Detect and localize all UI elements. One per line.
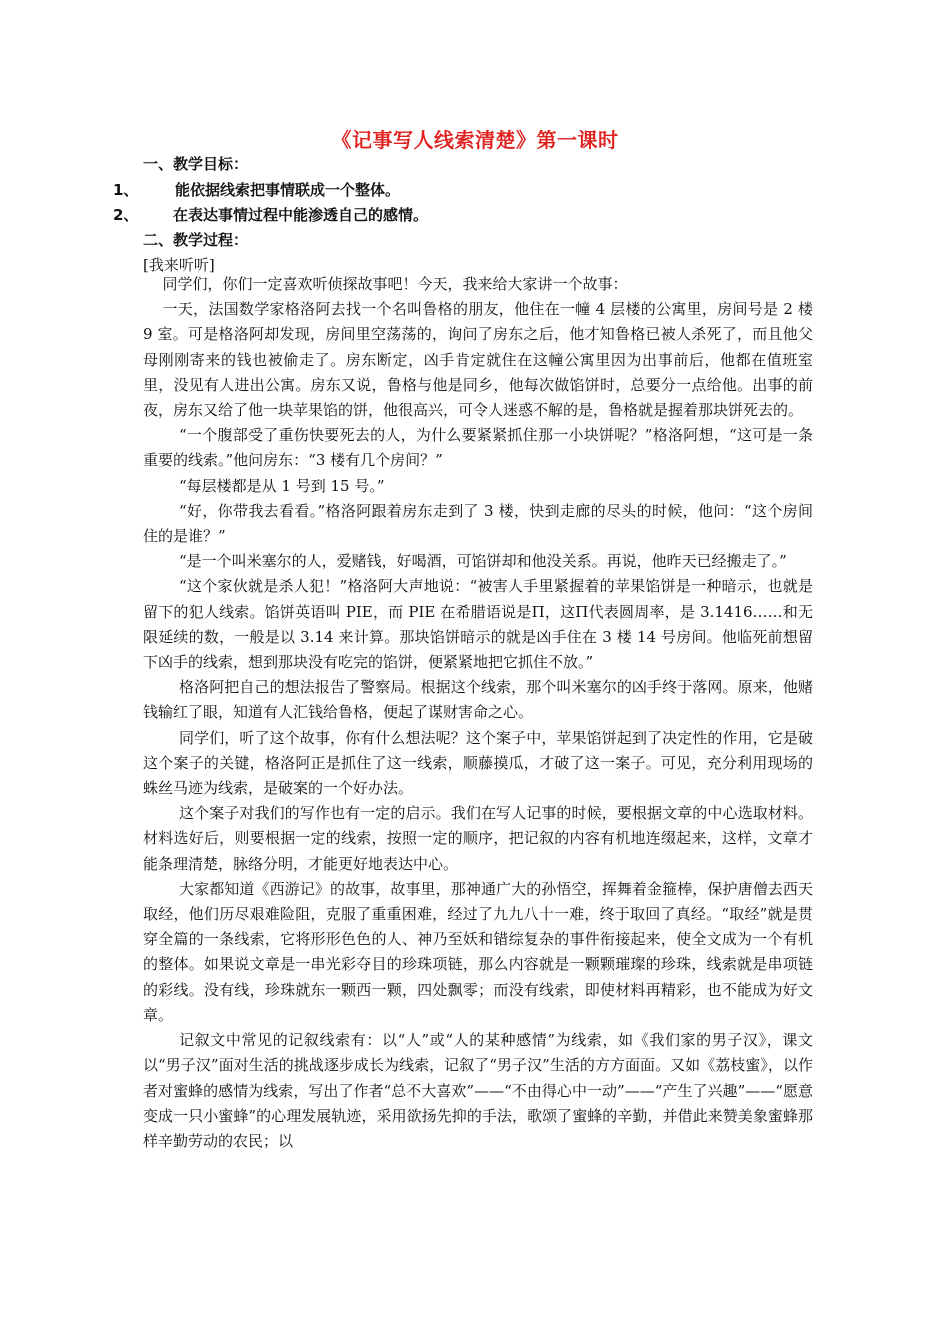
- objective-number: 1、: [113, 181, 139, 199]
- section-heading-process: 二、教学过程：: [143, 231, 249, 249]
- objective-text: 在表达事情过程中能渗透自己的感情。: [173, 206, 429, 224]
- objective-number: 2、: [113, 206, 139, 224]
- paragraph: 大家都知道《西游记》的故事，故事里，那神通广大的孙悟空，挥舞着金箍棒，保护唐僧去西天取经，他们历尽艰难险阻，克服了重重困难，经过了九九八十一难，终于取回了真经。“取经”就是贯穿全篇的一条线索，它将形形色色的人、神乃至妖和错综复杂的事件衔接起来，使全文成为一个有机的整体。如果说文章是一串光彩夺目的珍珠项链，那么内容就是一颗颗璀璨的珍珠，线索就是串项链的彩线。没有线，珍珠就东一颗西一颗，四处飘零；而没有线索，即使材料再精彩，也不能成为好文章。: [143, 879, 813, 1024]
- objective-text: 能依据线索把事情联成一个整体。: [175, 181, 401, 199]
- section-heading-objectives: 一、教学目标：: [143, 155, 249, 173]
- subsection-label: [我来听听]: [143, 256, 215, 274]
- paragraph: 同学们，听了这个故事，你有什么想法呢？这个案子中，苹果馅饼起到了决定性的作用，它是破这个案子的关键，格洛阿正是抓住了这一线索，顺藤摸瓜，才破了这一案子。可见，充分利用现场的蛛丝马迹为线索，是破案的一个好办法。: [143, 728, 813, 798]
- paragraph: “每层楼都是从 1 号到 15 号。”: [179, 476, 385, 495]
- body-text: [143, 272, 813, 1154]
- paragraph: 这个案子对我们的写作也有一定的启示。我们在写人记事的时候，要根据文章的中心选取材料。材料选好后，则要根据一定的线索，按照一定的顺序，把记叙的内容有机地连缀起来，这样，文章才能条理清楚，脉络分明，才能更好地表达中心。: [143, 804, 813, 873]
- paragraph: 一天，法国数学家格洛阿去找一个名叫鲁格的朋友，他住在一幢 4 层楼的公寓里，房间号是 2 楼 9 室。可是格洛阿却发现，房间里空荡荡的，询问了房东之后，他才知鲁格已被人杀死了，而且他父母刚刚寄来的钱也被偷走了。房东断定，凶手肯定就住在这幢公寓里因为出事前后，他都在值班室里，没见有人进出公寓。房东又说，鲁格与他是同乡，他每次做馅饼时，总要分一点给他。出事的前夜，房东又给了他一块苹果馅的饼，他很高兴，可令人迷惑不解的是，鲁格就是握着那块饼死去的。: [143, 300, 813, 420]
- paragraph: 格洛阿把自己的想法报告了警察局。根据这个线索，那个叫米塞尔的凶手终于落网。原来，他赌钱输红了眼，知道有人汇钱给鲁格，便起了谋财害命之心。: [143, 678, 813, 722]
- paragraph: “好，你带我去看看。”格洛阿跟着房东走到了 3 楼，快到走廊的尽头的时候，他问：“这个房间住的是谁？”: [143, 501, 813, 546]
- paragraph: “这个家伙就是杀人犯！”格洛阿大声地说：“被害人手里紧握着的苹果馅饼是一种暗示，也就是留下的犯人线索。馅饼英语叫 PIE，而 PIE 在希腊语说是Π，这Π代表圆周率，是 3.1416……和无限延续的数，一般是以 3.14 来计算。那块馅饼暗示的就是凶手住在 3 楼 14 号房间。他临死前想留下凶手的线索，想到那块没有吃完的馅饼，便紧紧地把它抓住不放。”: [143, 577, 813, 672]
- paragraph: 同学们，你们一定喜欢听侦探故事吧！今天，我来给大家讲一个故事：: [162, 275, 628, 293]
- paragraph: 记叙文中常见的记叙线索有：以“人”或“人的某种感情”为线索，如《我们家的男子汉》，课文以“男子汉”面对生活的挑战逐步成长为线索，记叙了“男子汉”生活的方方面面。又如《荔枝蜜》，以作者对蜜蜂的感情为线索，写出了作者“总不大喜欢”——“不由得心中一动”——“产生了兴趣”——“愿意变成一只小蜜蜂”的心理发展轨迹，采用欲扬先抑的手法，歌颂了蜜蜂的辛勤，并借此来赞美象蜜蜂那样辛勤劳动的农民；以: [143, 1031, 813, 1150]
- paragraph: “是一个叫米塞尔的人，爱赌钱，好喝酒，可馅饼却和他没关系。再说，他昨天已经搬走了。”: [179, 552, 787, 571]
- paragraph: “一个腹部受了重伤快要死去的人，为什么要紧紧抓住那一小块饼呢？”格洛阿想，“这可是一条重要的线索。”他问房东：“3 楼有几个房间？”: [143, 426, 813, 470]
- document-title: 《记事写人线索清楚》第一课时: [331, 128, 619, 152]
